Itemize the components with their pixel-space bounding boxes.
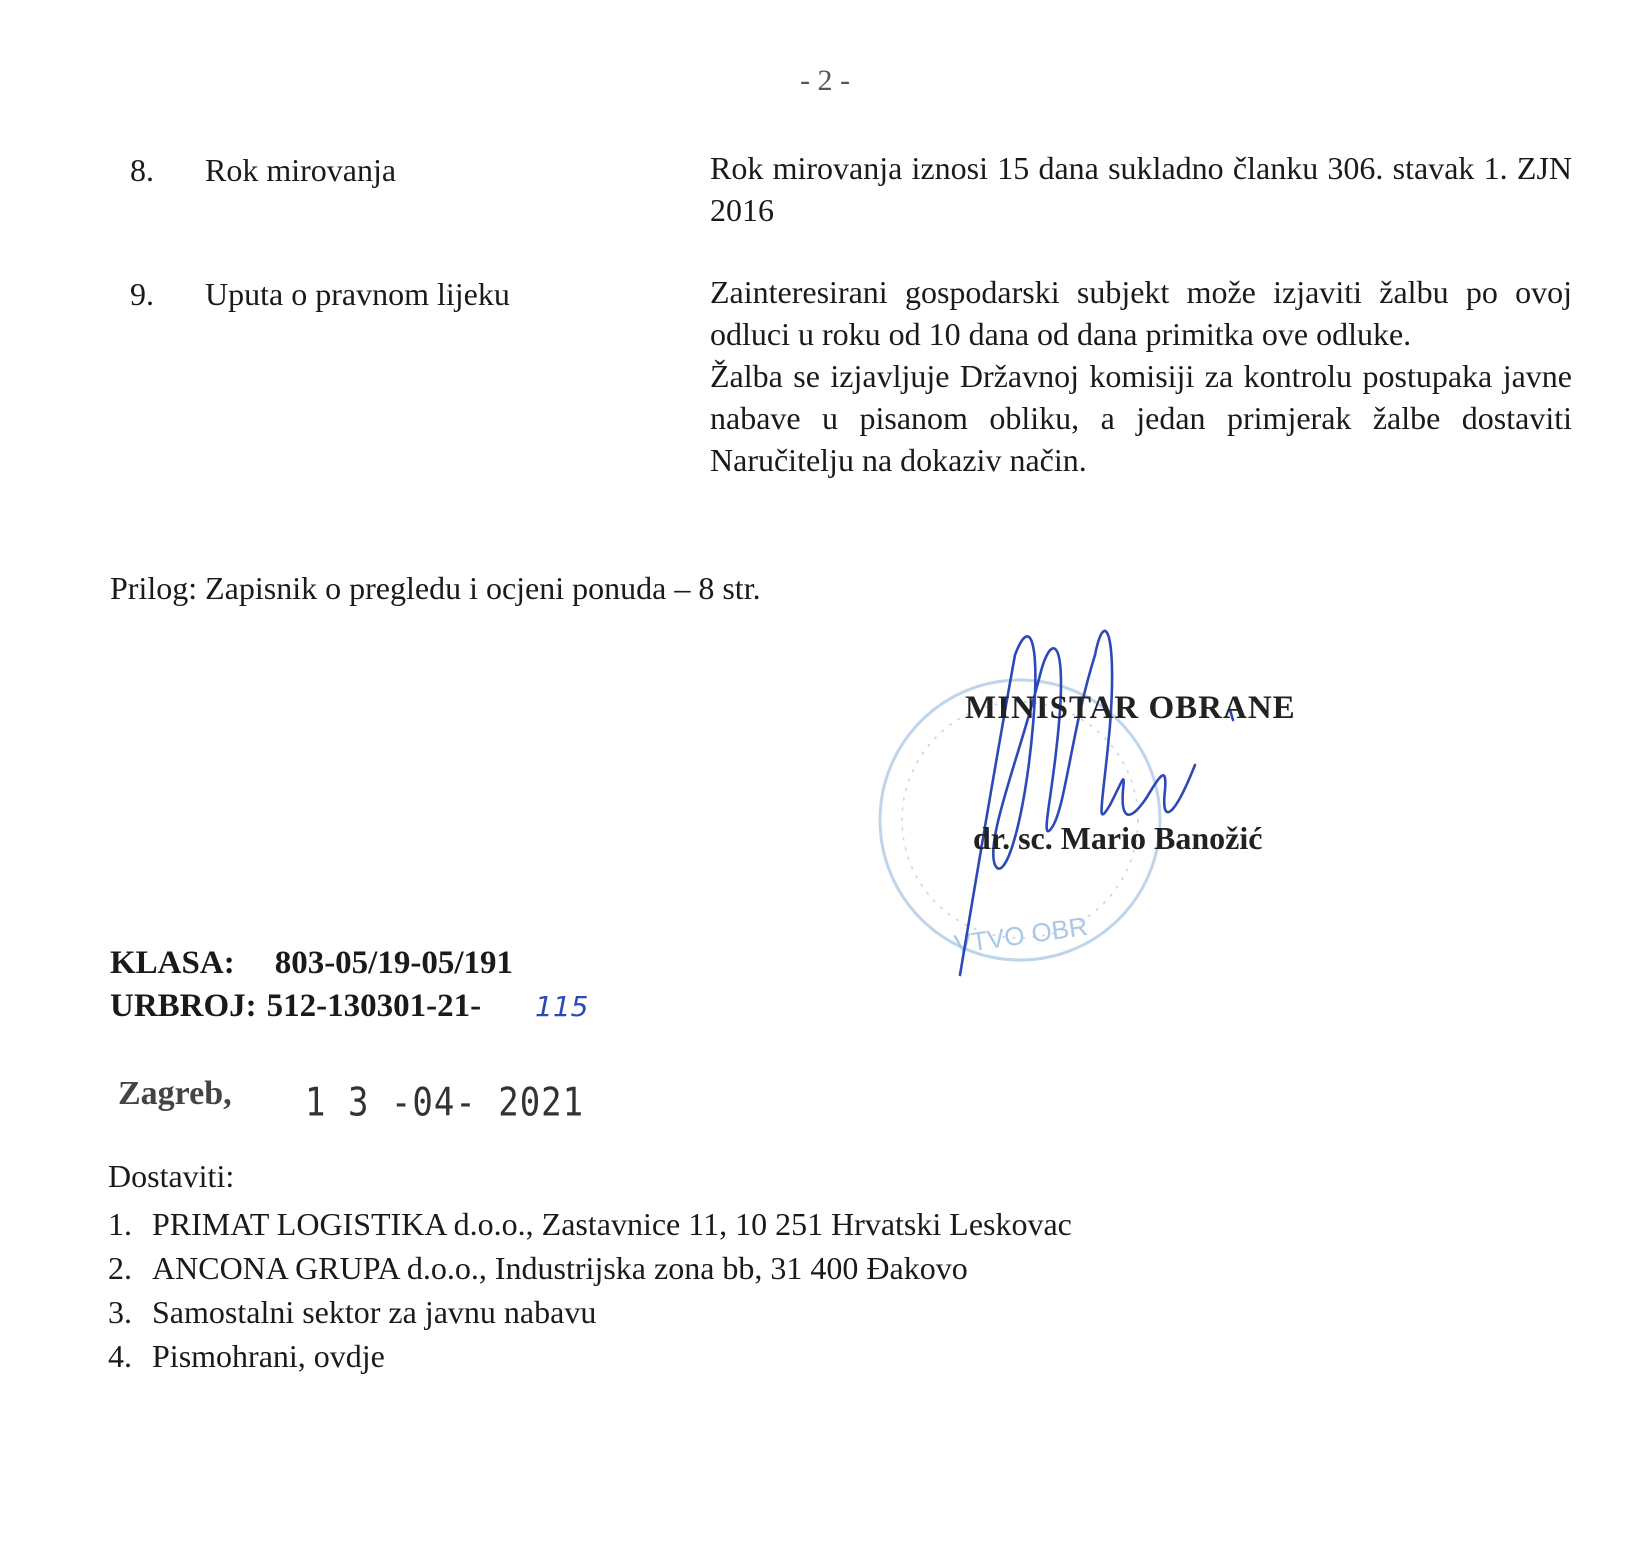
recipients-list xyxy=(108,1202,1072,1378)
stamp-text: VTVO OBR xyxy=(952,910,1090,960)
signatory-title: MINISTAR OBRANE xyxy=(965,690,1296,726)
signature-stamp-area xyxy=(855,615,1355,1015)
row-label: Uputa o pravnom lijeku xyxy=(205,276,510,312)
row-number: 8. xyxy=(130,152,154,188)
urbroj-value: 512-130301-21- xyxy=(266,988,482,1024)
row-paragraph: Rok mirovanja iznosi 15 dana sukladno članku 306. stavak 1. ZJN 2016 xyxy=(710,150,1572,228)
signatory-name: dr. sc. Mario Banožić xyxy=(973,820,1263,856)
recipient-item: 3. Samostalni sektor za javnu nabavu xyxy=(108,1294,597,1330)
row-description xyxy=(710,271,1572,481)
row-paragraph: Zainteresirani gospodarski subjekt može izjaviti žalbu po ovoj odluci u roku od 10 dana od dana primitka ove odluke. xyxy=(710,274,1572,352)
page-number: - 2 - xyxy=(800,64,850,97)
klasa-label: KLASA: xyxy=(110,945,235,981)
urbroj-line xyxy=(110,988,481,1025)
place: Zagreb, xyxy=(118,1075,232,1112)
row-description xyxy=(710,147,1572,231)
handwritten-number: 115 xyxy=(535,990,589,1023)
row-paragraph: Žalba se izjavljuje Državnoj komisiji za kontrolu postupaka javne nabave u pisanom obliku, a jedan primjerak žalbe dostaviti Naručitelju na dokaziv način. xyxy=(710,358,1572,478)
urbroj-label: URBROJ: xyxy=(110,988,257,1024)
recipient-item: 1. PRIMAT LOGISTIKA d.o.o., Zastavnice 11, 10 251 Hrvatski Leskovac xyxy=(108,1206,1072,1242)
attachment-note: Prilog: Zapisnik o pregledu i ocjeni ponuda – 8 str. xyxy=(110,570,761,606)
klasa-value: 803-05/19-05/191 xyxy=(274,945,514,981)
date-stamp: 1 3 -04- 2021 xyxy=(305,1080,585,1126)
recipient-item: 2. ANCONA GRUPA d.o.o., Industrijska zona bb, 31 400 Đakovo xyxy=(108,1250,968,1286)
recipients-title: Dostaviti: xyxy=(108,1158,235,1194)
recipient-item: 4. Pismohrani, ovdje xyxy=(108,1338,385,1374)
klasa-line xyxy=(110,945,513,982)
row-number: 9. xyxy=(130,276,154,312)
row-label: Rok mirovanja xyxy=(205,152,397,188)
